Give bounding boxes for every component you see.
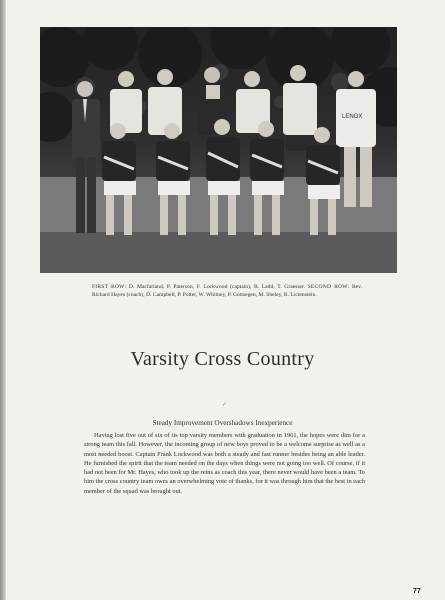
grass-shadow [40, 232, 397, 273]
page-number: 77 [413, 588, 421, 595]
page-binding-edge [0, 0, 6, 600]
article-subtitle: Steady Improvement Overshadows Inexperience [152, 419, 293, 427]
first-row-label: FIRST ROW: [92, 284, 127, 290]
photo-caption [92, 283, 362, 299]
jersey-lettering: LENOX [342, 114, 363, 120]
second-row-label: SECOND ROW: [307, 284, 350, 290]
second-row-names: Rev. Richard Hayes (coach), D. Campbell, P. Potter, W. Whitney, P. Gottsegen, M. Sheley, R. Lictenstein. [92, 284, 362, 298]
first-row-names: D. Macfarland, P. Paterson, F. Lockwood (captain), R. Ladd, T. Graesser. [128, 284, 305, 290]
article-body: Having lost five out of six of its top varsity members with graduation in 1961, the hopes were dim for a strong team this fall. However, the incoming group of new boys proved to be a welcome surprise as well as a most needed boost. Captain Frank Lockwood was both a steady and fast runner besides being an able leader. He furnished the spirit that the team needed on the days when things were not going too well. Of course, if it had not been for Mr. Hayes, who took up the reins as coach this year, there never would have been a team. To him the cross country team owes an overwhelming vote of thanks, for it was through him that the best in each member of the squad was brought out. [84, 432, 365, 495]
team-photo-illustration [40, 27, 397, 273]
article-title: Varsity Cross Country [130, 348, 315, 370]
divider-mark: ✓ [222, 402, 228, 408]
team-photo [40, 27, 397, 273]
